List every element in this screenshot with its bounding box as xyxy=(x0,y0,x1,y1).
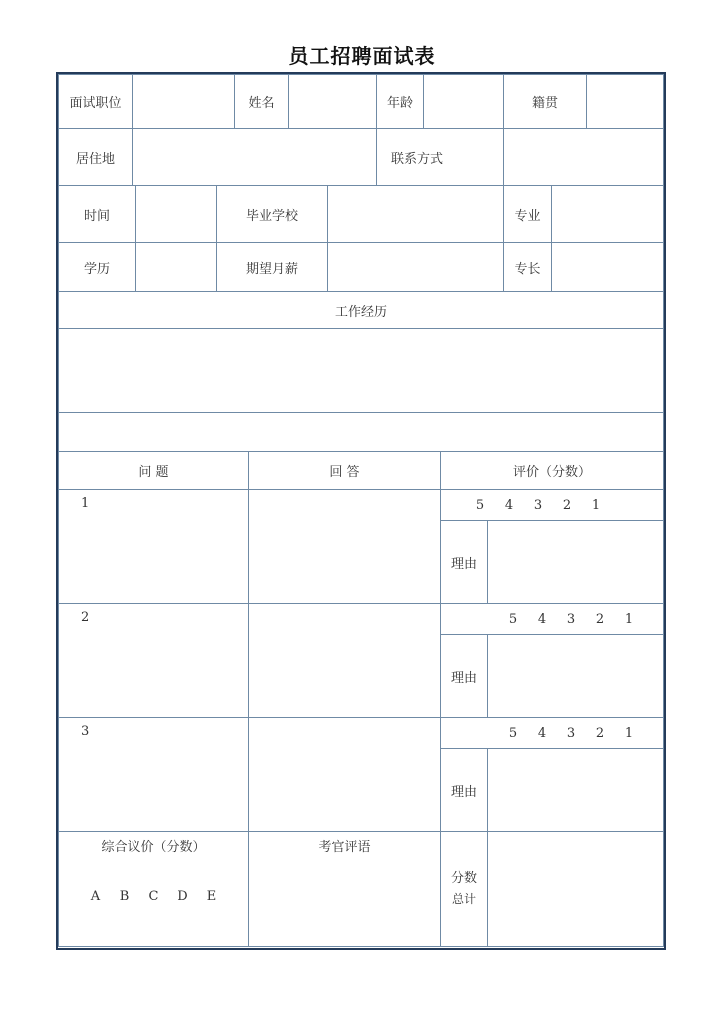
native-place-field[interactable] xyxy=(586,74,664,129)
score-1[interactable]: 1 xyxy=(591,497,601,513)
position-label: 面试职位 xyxy=(58,74,133,129)
question-number: 1 xyxy=(81,496,90,511)
work-experience-label: 工作经历 xyxy=(58,291,664,329)
question-2-cell[interactable] xyxy=(58,603,249,718)
score-2[interactable]: 2 xyxy=(595,611,605,627)
reason-3-field[interactable] xyxy=(487,748,664,832)
question-1-cell[interactable] xyxy=(58,489,249,604)
specialty-label: 专长 xyxy=(503,242,552,292)
examiner-comment-label: 考官评语 xyxy=(318,840,371,855)
major-label: 专业 xyxy=(503,185,552,243)
score-5[interactable]: 5 xyxy=(508,611,518,627)
total-label: 总计 xyxy=(451,892,476,906)
answer-1-field[interactable] xyxy=(248,489,441,604)
school-label: 毕业学校 xyxy=(216,185,328,243)
rating-scale-3[interactable] xyxy=(440,717,664,749)
residence-field[interactable] xyxy=(132,128,377,186)
question-number: 2 xyxy=(81,610,90,625)
grade-e[interactable]: E xyxy=(206,889,217,904)
residence-label: 居住地 xyxy=(58,128,133,186)
reason-1-label: 理由 xyxy=(440,520,488,604)
education-field[interactable] xyxy=(135,242,217,292)
reason-1-field[interactable] xyxy=(487,520,664,604)
grade-c[interactable]: C xyxy=(148,889,159,904)
score-4[interactable]: 4 xyxy=(537,725,547,741)
name-label: 姓名 xyxy=(234,74,289,129)
total-score-label-cell xyxy=(440,831,488,947)
answer-header: 回 答 xyxy=(248,451,441,490)
time-label: 时间 xyxy=(58,185,136,243)
contact-label: 联系方式 xyxy=(376,128,504,186)
grade-a[interactable]: A xyxy=(90,889,101,904)
examiner-comment-cell[interactable] xyxy=(248,831,441,947)
score-1[interactable]: 1 xyxy=(624,725,634,741)
rating-header: 评价（分数） xyxy=(440,451,664,490)
reason-2-field[interactable] xyxy=(487,634,664,718)
salary-label: 期望月薪 xyxy=(216,242,328,292)
score-label: 分数 xyxy=(450,871,477,886)
work-experience-field[interactable] xyxy=(58,328,664,413)
age-label: 年龄 xyxy=(376,74,424,129)
native-place-label: 籍贯 xyxy=(503,74,587,129)
salary-field[interactable] xyxy=(327,242,504,292)
grade-options[interactable] xyxy=(81,889,226,904)
score-3[interactable]: 3 xyxy=(566,725,576,741)
total-score-field[interactable] xyxy=(487,831,664,947)
score-5[interactable]: 5 xyxy=(508,725,518,741)
overall-rating-cell xyxy=(58,831,249,947)
age-field[interactable] xyxy=(423,74,504,129)
reason-3-label: 理由 xyxy=(440,748,488,832)
overall-rating-label: 综合议价（分数） xyxy=(101,840,206,855)
rating-scale-2[interactable] xyxy=(440,603,664,635)
answer-3-field[interactable] xyxy=(248,717,441,832)
answer-2-field[interactable] xyxy=(248,603,441,718)
time-field[interactable] xyxy=(135,185,217,243)
score-3[interactable]: 3 xyxy=(533,497,543,513)
position-field[interactable] xyxy=(132,74,235,129)
question-number: 3 xyxy=(81,724,90,739)
name-field[interactable] xyxy=(288,74,377,129)
question-3-cell[interactable] xyxy=(58,717,249,832)
grade-d[interactable]: D xyxy=(177,889,188,904)
rating-scale-1[interactable] xyxy=(440,489,664,521)
page-title: 员工招聘面试表 xyxy=(288,44,436,68)
score-2[interactable]: 2 xyxy=(595,725,605,741)
score-3[interactable]: 3 xyxy=(566,611,576,627)
score-4[interactable]: 4 xyxy=(537,611,547,627)
education-label: 学历 xyxy=(58,242,136,292)
score-2[interactable]: 2 xyxy=(562,497,572,513)
school-field[interactable] xyxy=(327,185,504,243)
major-field[interactable] xyxy=(551,185,664,243)
score-5[interactable]: 5 xyxy=(475,497,485,513)
score-1[interactable]: 1 xyxy=(624,611,634,627)
specialty-field[interactable] xyxy=(551,242,664,292)
score-4[interactable]: 4 xyxy=(504,497,514,513)
contact-field[interactable] xyxy=(503,128,664,186)
work-experience-extra-field[interactable] xyxy=(58,412,664,452)
grade-b[interactable]: B xyxy=(119,889,130,904)
question-header: 问 题 xyxy=(58,451,249,490)
reason-2-label: 理由 xyxy=(440,634,488,718)
